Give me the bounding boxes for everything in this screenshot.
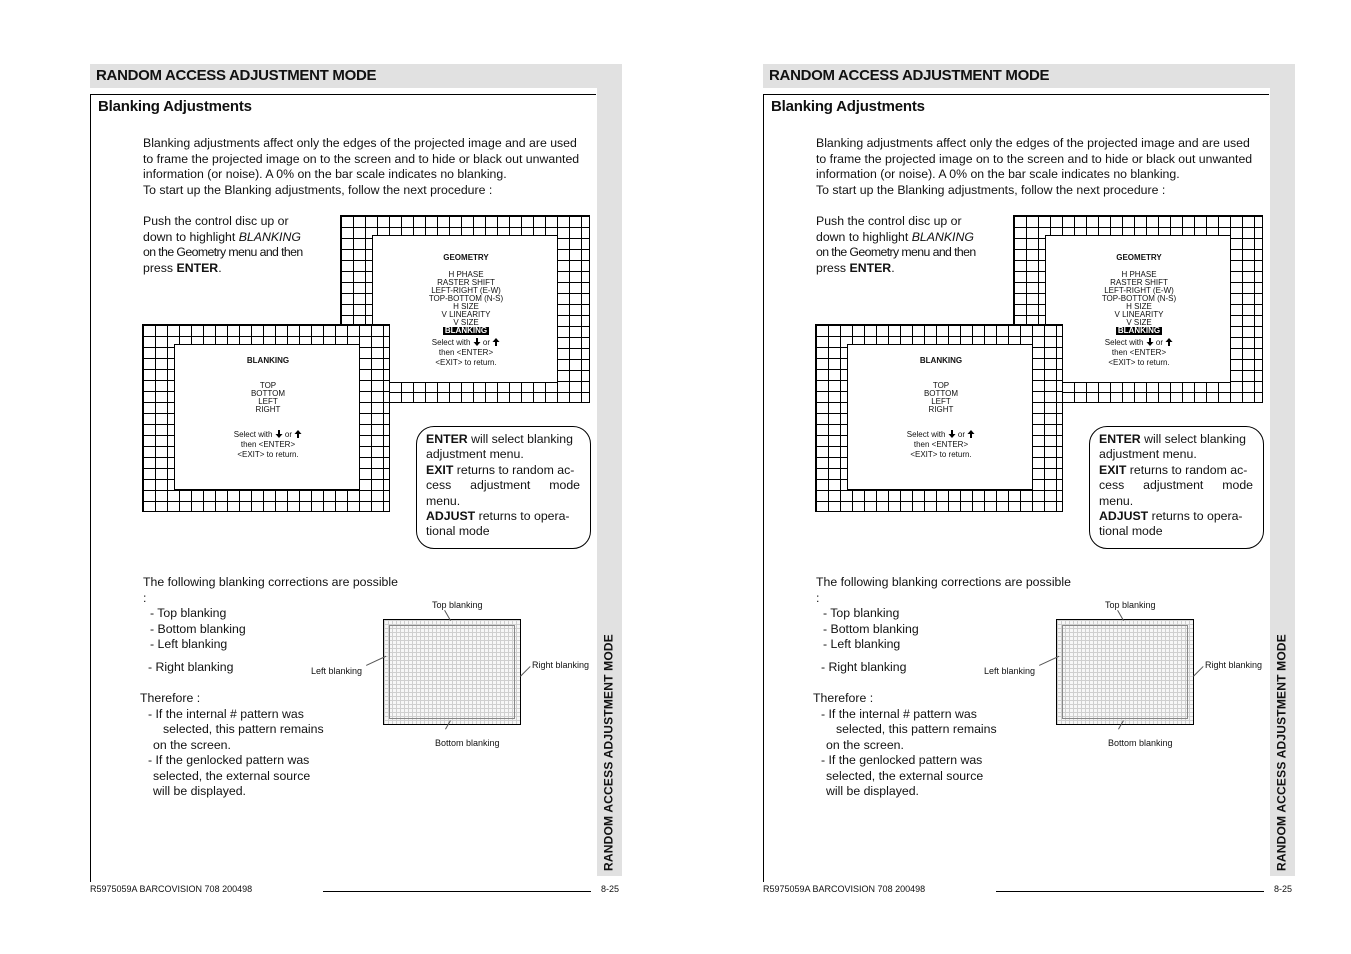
therefore-block [140, 691, 340, 800]
callout-text: returns to opera- [475, 509, 570, 524]
callout-line: adjustment menu. [1099, 447, 1197, 462]
arrow-up-icon [492, 338, 500, 346]
arrow-up-icon [967, 430, 975, 438]
intro-line: To start up the Blanking adjustments, follow the next procedure : [816, 182, 1166, 197]
hint-text: or [1155, 338, 1164, 347]
hint-text: Select with [233, 430, 273, 439]
menu-item: BOTTOM [923, 389, 959, 398]
arrow-down-icon [1146, 338, 1154, 346]
menu-item: BOTTOM [250, 389, 286, 398]
push-text: press [143, 260, 177, 275]
menu-hint-exit: <EXIT> to return. [435, 358, 497, 367]
footer-doc-id: R5975059A BARCOVISION 708 200498 [90, 884, 253, 894]
hint-text: Select with [431, 338, 471, 347]
hint-text: or [482, 338, 491, 347]
left-blanking-label: Left blanking [984, 666, 1036, 676]
menu-spacer [175, 414, 361, 430]
blanking-menu-window [174, 344, 360, 490]
push-instruction [816, 214, 988, 276]
list-item: - Bottom blanking [823, 621, 919, 636]
push-text: press [816, 260, 850, 275]
menu-item: TOP-BOTTOM (N-S) [1101, 294, 1177, 303]
hint-text: or [284, 430, 293, 439]
left-margin-line [763, 94, 764, 882]
push-line: Push the control disc up or [143, 214, 289, 228]
blanking-menu-window [847, 344, 1033, 490]
callout-line: tional mode [426, 524, 490, 539]
callout-key: EXIT [426, 462, 454, 477]
menu-item: H PHASE [448, 270, 484, 279]
blanking-diagram-border [1062, 625, 1188, 719]
footer-rule [323, 891, 591, 892]
menu-hint-select [848, 430, 1034, 440]
push-key: ENTER [849, 260, 892, 275]
arrow-up-icon [294, 430, 302, 438]
menu-item: RASTER SHIFT [437, 278, 495, 287]
arrow-down-icon [473, 338, 481, 346]
push-line [143, 261, 315, 277]
push-text: down to highlight [143, 229, 239, 244]
arrow-up-icon [1165, 338, 1173, 346]
push-emphasis: BLANKING [238, 229, 301, 244]
geometry-menu [1046, 254, 1232, 368]
footer-doc-id: R5975059A BARCOVISION 708 200498 [763, 884, 926, 894]
push-text: down to highlight [816, 229, 912, 244]
menu-item: V SIZE [453, 318, 479, 327]
highlighted-item: BLANKING [444, 326, 488, 335]
highlighted-item: BLANKING [1117, 326, 1161, 335]
menu-item: RIGHT [255, 405, 281, 414]
therefore-line: Therefore : [813, 691, 874, 705]
blanking-menu-title: BLANKING [246, 356, 290, 365]
menu-item: V LINEARITY [1114, 310, 1164, 319]
menu-item: H PHASE [1121, 270, 1157, 279]
menu-item: V SIZE [1126, 318, 1152, 327]
intro-line: To start up the Blanking adjustments, follow the next procedure : [143, 182, 493, 197]
left-blanking-label: Left blanking [311, 666, 363, 676]
menu-item: TOP-BOTTOM (N-S) [428, 294, 504, 303]
therefore-block [813, 691, 1013, 800]
list-item: - Left blanking [150, 637, 228, 651]
menu-item: V LINEARITY [441, 310, 491, 319]
list-item: - Right blanking [148, 659, 234, 674]
callout-line [1099, 463, 1253, 478]
callout-line: menu. [426, 493, 461, 508]
corrections-intro [816, 575, 1071, 606]
callout-line: menu. [1099, 493, 1134, 508]
geometry-menu-window [372, 235, 558, 383]
callout-line: cess adjustment mode [426, 478, 580, 493]
menu-hint-exit: <EXIT> to return. [910, 450, 972, 459]
menu-spacer [175, 365, 361, 382]
corrections-intro-line: The following blanking corrections are possible [816, 575, 1071, 589]
key-callout-box [1089, 426, 1264, 549]
callout-text: will select blanking [1140, 432, 1246, 446]
callout-text: returns to random ac- [453, 462, 575, 477]
bottom-blanking-label: Bottom blanking [1108, 738, 1173, 748]
push-text: . [891, 260, 895, 275]
intro-line: information (or noise). A 0% on the bar scale indicates no blanking. [143, 167, 507, 181]
blanking-diagram-screen [383, 619, 521, 725]
push-emphasis: BLANKING [911, 229, 974, 244]
menu-item: H SIZE [1126, 302, 1152, 311]
page-header: RANDOM ACCESS ADJUSTMENT MODE [90, 64, 622, 88]
therefore-line: - If the internal # pattern was [148, 706, 304, 721]
therefore-line: selected, this pattern remains [163, 722, 324, 736]
push-line: on the Geometry menu and then [143, 245, 303, 259]
header-rule [763, 94, 1269, 95]
menu-hint-select [373, 338, 559, 348]
menu-hint-select [1046, 338, 1232, 348]
menu-item: LEFT [931, 397, 951, 406]
intro-line: to frame the projected image on to the screen and to hide or black out unwanted [816, 151, 1253, 166]
callout-key: ADJUST [426, 509, 476, 524]
callout-key: ENTER [426, 432, 468, 446]
corrections-intro [143, 575, 398, 606]
arrow-down-icon [948, 430, 956, 438]
callout-line [1099, 432, 1253, 447]
push-line [816, 230, 988, 246]
hint-text: Select with [1104, 338, 1144, 347]
therefore-line: Therefore : [140, 691, 201, 705]
list-item: - Left blanking [823, 637, 901, 651]
menu-spacer [848, 414, 1034, 430]
therefore-line: selected, the external source [826, 768, 984, 783]
menu-item: TOP [932, 381, 950, 390]
menu-hint-then: then <ENTER> [438, 348, 494, 357]
menu-hint-then: then <ENTER> [240, 440, 296, 449]
menu-hint-exit: <EXIT> to return. [1108, 358, 1170, 367]
callout-key: ENTER [1099, 432, 1141, 446]
list-item: - Top blanking [823, 606, 900, 620]
callout-text: returns to random ac- [1126, 462, 1248, 477]
sidebar-label-text: RANDOM ACCESS ADJUSTMENT MODE [1274, 634, 1289, 871]
geometry-menu-title: GEOMETRY [1116, 253, 1162, 262]
therefore-line: will be displayed. [826, 784, 919, 798]
footer-page-number: 8-25 [1274, 884, 1293, 894]
menu-hint-exit: <EXIT> to return. [237, 450, 299, 459]
intro-paragraph [143, 136, 593, 198]
blanking-menu-title: BLANKING [919, 356, 963, 365]
footer-page-number: 8-25 [601, 884, 620, 894]
top-blanking-label: Top blanking [1105, 600, 1156, 610]
corrections-intro-line: The following blanking corrections are possible [143, 575, 398, 589]
blanking-diagram-screen [1056, 619, 1194, 725]
callout-key: EXIT [1099, 462, 1127, 477]
callout-line [426, 432, 580, 447]
sidebar-label [597, 630, 622, 874]
callout-line: tional mode [1099, 524, 1163, 539]
push-text: . [218, 260, 222, 275]
manual-page-right [761, 0, 1321, 954]
menu-hint-then: then <ENTER> [913, 440, 969, 449]
manual-page-left [88, 0, 648, 954]
geometry-menu-window [1045, 235, 1231, 383]
right-label-leader [520, 666, 531, 677]
callout-key: ADJUST [1099, 509, 1149, 524]
callout-text: returns to opera- [1148, 509, 1243, 524]
callout-line: cess adjustment mode [1099, 478, 1253, 493]
geometry-menu [373, 254, 559, 368]
menu-item: LEFT [258, 397, 278, 406]
right-blanking-label: Right blanking [532, 660, 590, 670]
menu-item: TOP [259, 381, 277, 390]
menu-item: RASTER SHIFT [1110, 278, 1168, 287]
therefore-line: on the screen. [153, 737, 231, 752]
therefore-line: selected, this pattern remains [836, 722, 997, 736]
bottom-blanking-label: Bottom blanking [435, 738, 500, 748]
corrections-list [823, 606, 919, 675]
therefore-line: - If the internal # pattern was [821, 706, 977, 721]
intro-line: Blanking adjustments affect only the edges of the projected image and are used [143, 136, 577, 150]
list-item: - Right blanking [821, 659, 907, 674]
corrections-list [150, 606, 246, 675]
section-title: Blanking Adjustments [98, 98, 252, 115]
sidebar-label [1270, 630, 1295, 874]
menu-item: H SIZE [453, 302, 479, 311]
list-item: - Bottom blanking [150, 621, 246, 636]
therefore-line: will be displayed. [153, 784, 246, 798]
menu-spacer [848, 365, 1034, 382]
sidebar-label-text: RANDOM ACCESS ADJUSTMENT MODE [601, 634, 616, 871]
corrections-intro-line: : [143, 590, 147, 605]
intro-line: Blanking adjustments affect only the edges of the projected image and are used [816, 136, 1250, 150]
therefore-line: - If the genlocked pattern was [148, 753, 310, 767]
arrow-down-icon [275, 430, 283, 438]
hint-text: Select with [906, 430, 946, 439]
menu-item-highlighted [1046, 327, 1232, 335]
therefore-line: selected, the external source [153, 768, 311, 783]
push-key: ENTER [176, 260, 219, 275]
menu-item: RIGHT [928, 405, 954, 414]
menu-item: LEFT-RIGHT (E-W) [1104, 286, 1174, 295]
corrections-intro-line: : [816, 590, 820, 605]
key-callout-box [416, 426, 591, 549]
list-item: - Top blanking [150, 606, 227, 620]
intro-line: to frame the projected image on to the screen and to hide or black out unwanted [143, 151, 580, 166]
push-line: Push the control disc up or [816, 214, 962, 228]
right-blanking-label: Right blanking [1205, 660, 1263, 670]
callout-line [1099, 509, 1253, 524]
blanking-menu [175, 357, 361, 460]
geometry-menu-title: GEOMETRY [443, 253, 489, 262]
push-line [143, 230, 315, 246]
left-margin-line [90, 94, 91, 882]
push-line: on the Geometry menu and then [816, 245, 976, 259]
callout-line: adjustment menu. [426, 447, 524, 462]
intro-line: information (or noise). A 0% on the bar scale indicates no blanking. [816, 167, 1180, 181]
push-instruction [143, 214, 315, 276]
page-header: RANDOM ACCESS ADJUSTMENT MODE [763, 64, 1295, 88]
menu-item: LEFT-RIGHT (E-W) [431, 286, 501, 295]
header-rule [90, 94, 596, 95]
therefore-line: on the screen. [826, 737, 904, 752]
callout-line [426, 509, 580, 524]
push-line [816, 261, 988, 277]
hint-text: or [957, 430, 966, 439]
callout-text: will select blanking [467, 432, 573, 446]
top-blanking-label: Top blanking [432, 600, 483, 610]
footer-rule [996, 891, 1264, 892]
menu-item-highlighted [373, 327, 559, 335]
right-label-leader [1193, 666, 1204, 677]
blanking-diagram-border [389, 625, 515, 719]
section-title: Blanking Adjustments [771, 98, 925, 115]
blanking-menu [848, 357, 1034, 460]
intro-paragraph [816, 136, 1266, 198]
callout-line [426, 463, 580, 478]
menu-hint-select [175, 430, 361, 440]
therefore-line: - If the genlocked pattern was [821, 753, 983, 767]
menu-hint-then: then <ENTER> [1111, 348, 1167, 357]
